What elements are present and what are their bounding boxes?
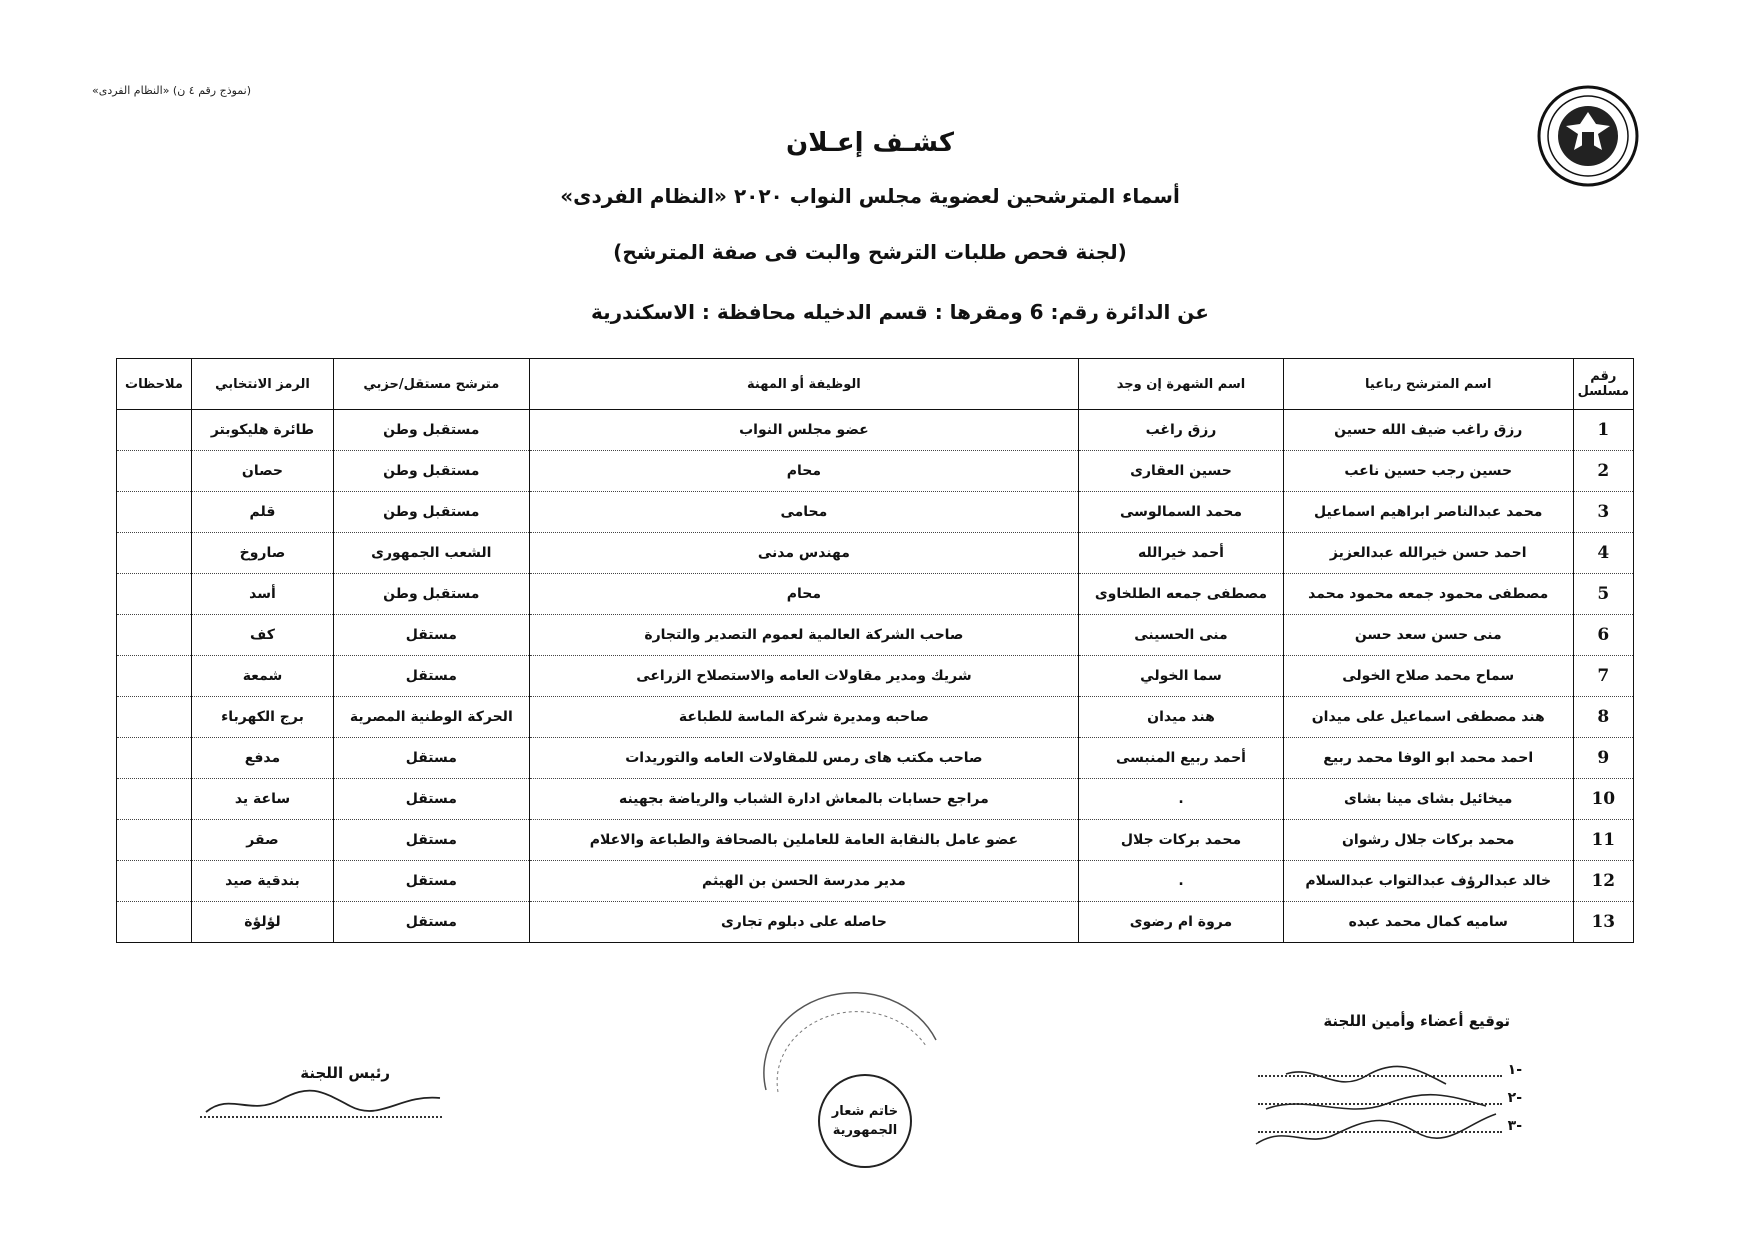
cell-fame-name: أحمد خيرالله (1079, 533, 1284, 574)
cell-name: حسين رجب حسين ناعب (1283, 451, 1573, 492)
cell-serial: 6 (1573, 615, 1633, 656)
cell-name: هند مصطفى اسماعيل على ميدان (1283, 697, 1573, 738)
cell-fame-name: هند ميدان (1079, 697, 1284, 738)
signature-line-number: -٢ (1507, 1090, 1522, 1106)
form-reference: (نموذج رقم ٤ ن) «النظام الفردى» (92, 84, 251, 97)
header-notes: ملاحظات (117, 359, 192, 410)
cell-notes (117, 820, 192, 861)
table-row (117, 656, 1634, 697)
candidates-table (116, 358, 1634, 943)
cell-notes (117, 615, 192, 656)
cell-fame-name: محمد بركات جلال (1079, 820, 1284, 861)
cell-notes (117, 902, 192, 943)
members-signature-scribble-icon (1246, 1054, 1516, 1154)
cell-serial: 5 (1573, 574, 1633, 615)
cell-affiliation: مستقل (333, 820, 529, 861)
cell-name: خالد عبدالرؤف عبدالتواب عبدالسلام (1283, 861, 1573, 902)
cell-affiliation: الحركة الوطنية المصرية (333, 697, 529, 738)
header-fame-name: اسم الشهرة إن وجد (1079, 359, 1284, 410)
cell-symbol: برج الكهرباء (192, 697, 334, 738)
table-header-row (117, 359, 1634, 410)
cell-affiliation: مستقل (333, 656, 529, 697)
cell-affiliation: مستقل (333, 902, 529, 943)
republic-seal (818, 1074, 912, 1168)
cell-job: مدير مدرسة الحسن بن الهيثم (529, 861, 1078, 902)
table-row (117, 697, 1634, 738)
committee-name: (لجنة فحص طلبات الترشح والبت فى صفة المترشح) (613, 240, 1127, 264)
cell-job: حاصله على دبلوم تجارى (529, 902, 1078, 943)
cell-symbol: مدفع (192, 738, 334, 779)
cell-job: عضو عامل بالنقابة العامة للعاملين بالصحافة والطباعة والاعلام (529, 820, 1078, 861)
cell-serial: 4 (1573, 533, 1633, 574)
page-title: كشـف إعـلان (786, 128, 954, 158)
cell-affiliation: مستقل (333, 615, 529, 656)
cell-job: شريك ومدير مقاولات العامه والاستصلاح الزراعى (529, 656, 1078, 697)
table-row (117, 615, 1634, 656)
cell-symbol: طائرة هليكوبتر (192, 410, 334, 451)
header-job: الوظيفة أو المهنة (529, 359, 1078, 410)
table-row (117, 574, 1634, 615)
table-row (117, 779, 1634, 820)
cell-affiliation: مستقل (333, 779, 529, 820)
chair-label: رئيس اللجنة (300, 1064, 390, 1082)
cell-job: مراجع حسابات بالمعاش ادارة الشباب والرياضة بجهينه (529, 779, 1078, 820)
cell-serial: 10 (1573, 779, 1633, 820)
cell-notes (117, 533, 192, 574)
cell-name: محمد عبدالناصر ابراهيم اسماعيل (1283, 492, 1573, 533)
seal-text: خاتم شعار الجمهورية (831, 1103, 899, 1138)
cell-job: محام (529, 451, 1078, 492)
header-symbol: الرمز الانتخابي (192, 359, 334, 410)
table-row (117, 533, 1634, 574)
table-row (117, 410, 1634, 451)
cell-name: احمد حسن خيرالله عبدالعزيز (1283, 533, 1573, 574)
signature-line-number: -٣ (1507, 1118, 1522, 1134)
cell-notes (117, 738, 192, 779)
cell-fame-name: سما الخولي (1079, 656, 1284, 697)
header-affiliation: مترشح مستقل/حزبي (333, 359, 529, 410)
cell-symbol: أسد (192, 574, 334, 615)
cell-job: عضو مجلس النواب (529, 410, 1078, 451)
cell-serial: 1 (1573, 410, 1633, 451)
cell-symbol: كف (192, 615, 334, 656)
cell-notes (117, 861, 192, 902)
cell-serial: 9 (1573, 738, 1633, 779)
cell-symbol: شمعة (192, 656, 334, 697)
table-row (117, 902, 1634, 943)
signature-line-number: -١ (1507, 1062, 1522, 1078)
cell-fame-name: حسين العقارى (1079, 451, 1284, 492)
cell-fame-name: مصطفى جمعه الطلخاوى (1079, 574, 1284, 615)
cell-serial: 2 (1573, 451, 1633, 492)
cell-name: احمد محمد ابو الوفا محمد ربيع (1283, 738, 1573, 779)
cell-serial: 3 (1573, 492, 1633, 533)
cell-symbol: صقر (192, 820, 334, 861)
cell-symbol: حصان (192, 451, 334, 492)
cell-serial: 13 (1573, 902, 1633, 943)
cell-serial: 8 (1573, 697, 1633, 738)
cell-notes (117, 492, 192, 533)
cell-fame-name: . (1079, 861, 1284, 902)
cell-notes (117, 656, 192, 697)
cell-fame-name: . (1079, 779, 1284, 820)
cell-affiliation: مستقبل وطن (333, 492, 529, 533)
cell-name: ميخائيل بشاى مينا بشاى (1283, 779, 1573, 820)
cell-job: محامى (529, 492, 1078, 533)
cell-name: ساميه كمال محمد عبده (1283, 902, 1573, 943)
cell-serial: 7 (1573, 656, 1633, 697)
cell-job: محام (529, 574, 1078, 615)
cell-symbol: بندقية صيد (192, 861, 334, 902)
cell-affiliation: مستقبل وطن (333, 574, 529, 615)
cell-fame-name: مروة ام رضوى (1079, 902, 1284, 943)
cell-serial: 12 (1573, 861, 1633, 902)
cell-name: سماح محمد صلاح الخولى (1283, 656, 1573, 697)
cell-affiliation: الشعب الجمهورى (333, 533, 529, 574)
cell-fame-name: رزق راغب (1079, 410, 1284, 451)
cell-fame-name: منى الحسينى (1079, 615, 1284, 656)
table-row (117, 861, 1634, 902)
cell-name: محمد بركات جلال رشوان (1283, 820, 1573, 861)
table-row (117, 820, 1634, 861)
cell-notes (117, 779, 192, 820)
cell-name: رزق راغب ضيف الله حسين (1283, 410, 1573, 451)
chair-signature-line (200, 1116, 442, 1118)
cell-job: صاحب مكتب هاى رمس للمقاولات العامه والتوريدات (529, 738, 1078, 779)
members-signature-label: توقيع أعضاء وأمين اللجنة (1323, 1012, 1510, 1030)
cell-serial: 11 (1573, 820, 1633, 861)
cell-fame-name: أحمد ربيع المنبسى (1079, 738, 1284, 779)
table-row (117, 492, 1634, 533)
cell-symbol: ساعة يد (192, 779, 334, 820)
cell-job: صاحب الشركة العالمية لعموم التصدير والتجارة (529, 615, 1078, 656)
page-subtitle: أسماء المترشحين لعضوية مجلس النواب ٢٠٢٠ «النظام الفردى» (560, 184, 1180, 208)
district-info: عن الدائرة رقم: 6 ومقرها : قسم الدخيله محافظة : الاسكندرية (591, 300, 1209, 324)
cell-notes (117, 410, 192, 451)
cell-symbol: صاروخ (192, 533, 334, 574)
cell-name: منى حسن سعد حسن (1283, 615, 1573, 656)
cell-affiliation: مستقبل وطن (333, 410, 529, 451)
cell-notes (117, 574, 192, 615)
cell-affiliation: مستقل (333, 738, 529, 779)
cell-affiliation: مستقل (333, 861, 529, 902)
cell-symbol: قلم (192, 492, 334, 533)
cell-job: صاحبه ومديرة شركة الماسة للطباعة (529, 697, 1078, 738)
cell-notes (117, 451, 192, 492)
cell-fame-name: محمد السمالوسى (1079, 492, 1284, 533)
cell-affiliation: مستقبل وطن (333, 451, 529, 492)
table-row (117, 451, 1634, 492)
table-row (117, 738, 1634, 779)
header-serial: رقم مسلسل (1573, 359, 1633, 410)
cell-name: مصطفى محمود جمعه محمود محمد (1283, 574, 1573, 615)
cell-symbol: لؤلؤة (192, 902, 334, 943)
cell-job: مهندس مدنى (529, 533, 1078, 574)
header-name: اسم المترشح رباعيا (1283, 359, 1573, 410)
cell-notes (117, 697, 192, 738)
